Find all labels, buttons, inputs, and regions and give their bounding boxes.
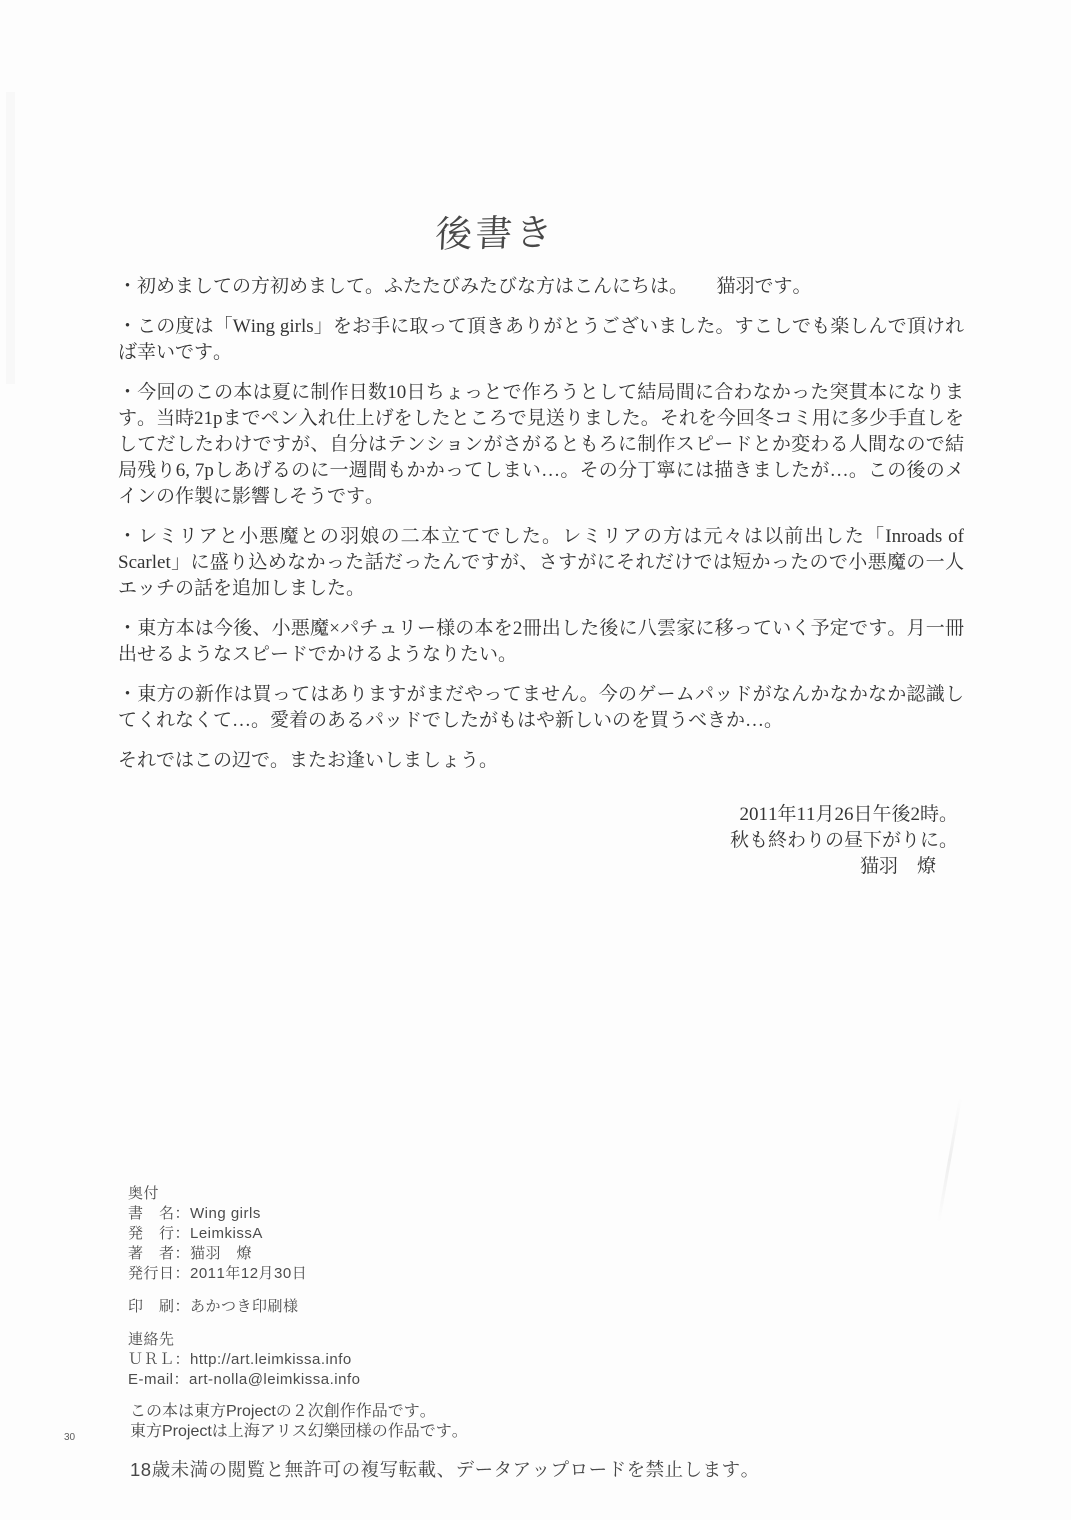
scan-crease-artifact <box>937 1097 962 1224</box>
closing-line: それではこの辺で。またお逢いしましょう。 <box>118 750 499 771</box>
colophon <box>128 1184 360 1390</box>
page-title: 後書き <box>434 212 557 256</box>
page-number: 30 <box>64 1432 76 1443</box>
afterword-body <box>118 274 964 894</box>
date-block <box>118 802 964 854</box>
afterword-paragraph-game: ・東方の新作は買ってはありますがまだやってません。今のゲームパッドがなんかなかなか認識してくれなくて…。愛着のあるパッドでしたがもはや新しいのを買うべきか…。 <box>118 684 964 731</box>
afterword-paragraph-plans: ・東方本は今後、小悪魔×パチュリー様の本を2冊出した後に八雲家に移っていく予定です。月一冊出せるようなスピードでかけるようなりたい。 <box>118 618 964 665</box>
disclaimer-line-2: 東方Projectは上海アリス幻樂団様の作品です。 <box>130 1423 468 1440</box>
author-signature: 猫羽 燎 <box>859 856 936 877</box>
afterword-paragraph-greeting: ・初めましての方初めまして。ふたたびみたびな方はこんにちは。 猫羽です。 <box>118 276 812 297</box>
contact-url: ＵＲＬ：http://art.leimkissa.info <box>128 1351 352 1368</box>
afterword-paragraph-production: ・今回のこの本は夏に制作日数10日ちょっとで作ろうとして結局間に合わなかった突貫本になります。当時21pまでペン入れ仕上げをしたところで見送りました。それを今回冬コミ用に多少手直しをしてだしたわけですが、自分はテンションがさがるともろに制作スピードとか変わる人間なので結局残り6, 7pしあげるのに一週間もかかってしまい…。その分丁寧には描きましたが…。この後のメインの作製に影響しそうです。 <box>118 382 964 507</box>
afterword-paragraph-thanks: ・この度は「Wing girls」をお手に取って頂きありがとうございました。すこしでも楽しんで頂ければ幸いです。 <box>118 316 964 363</box>
contact-email: E-mail：art-nolla@leimkissa.info <box>128 1371 361 1388</box>
colophon-printer: 印 刷：あかつき印刷様 <box>128 1298 299 1315</box>
contact-heading: 連絡先 <box>128 1331 175 1348</box>
disclaimer-line-1: この本は東方Projectの２次創作作品です。 <box>130 1403 436 1420</box>
colophon-heading: 奥付 <box>128 1185 160 1202</box>
afterword-paragraph-stories: ・レミリアと小悪魔との羽娘の二本立てでした。レミリアの方は元々は以前出した「Inroads of Scarlet」に盛り込めなかった話だったんですが、さすがにそれだけでは短かったので小悪魔の一人エッチの話を追加しました。 <box>118 526 964 599</box>
colophon-publisher: 発 行：LeimkissA <box>128 1225 263 1242</box>
date-line-2: 秋も終わりの昼下がりに。 <box>729 830 958 851</box>
disclaimer-line-3: 18歳未満の閲覧と無許可の複写転載、データアップロードを禁止します。 <box>130 1459 760 1480</box>
date-line-1: 2011年11月26日午後2時。 <box>739 804 958 825</box>
colophon-book-title: 書 名：Wing girls <box>128 1205 261 1222</box>
disclaimer <box>130 1402 760 1482</box>
colophon-author: 著 者：猫羽 燎 <box>128 1245 253 1262</box>
colophon-publish-date: 発行日：2011年12月30日 <box>128 1265 308 1282</box>
